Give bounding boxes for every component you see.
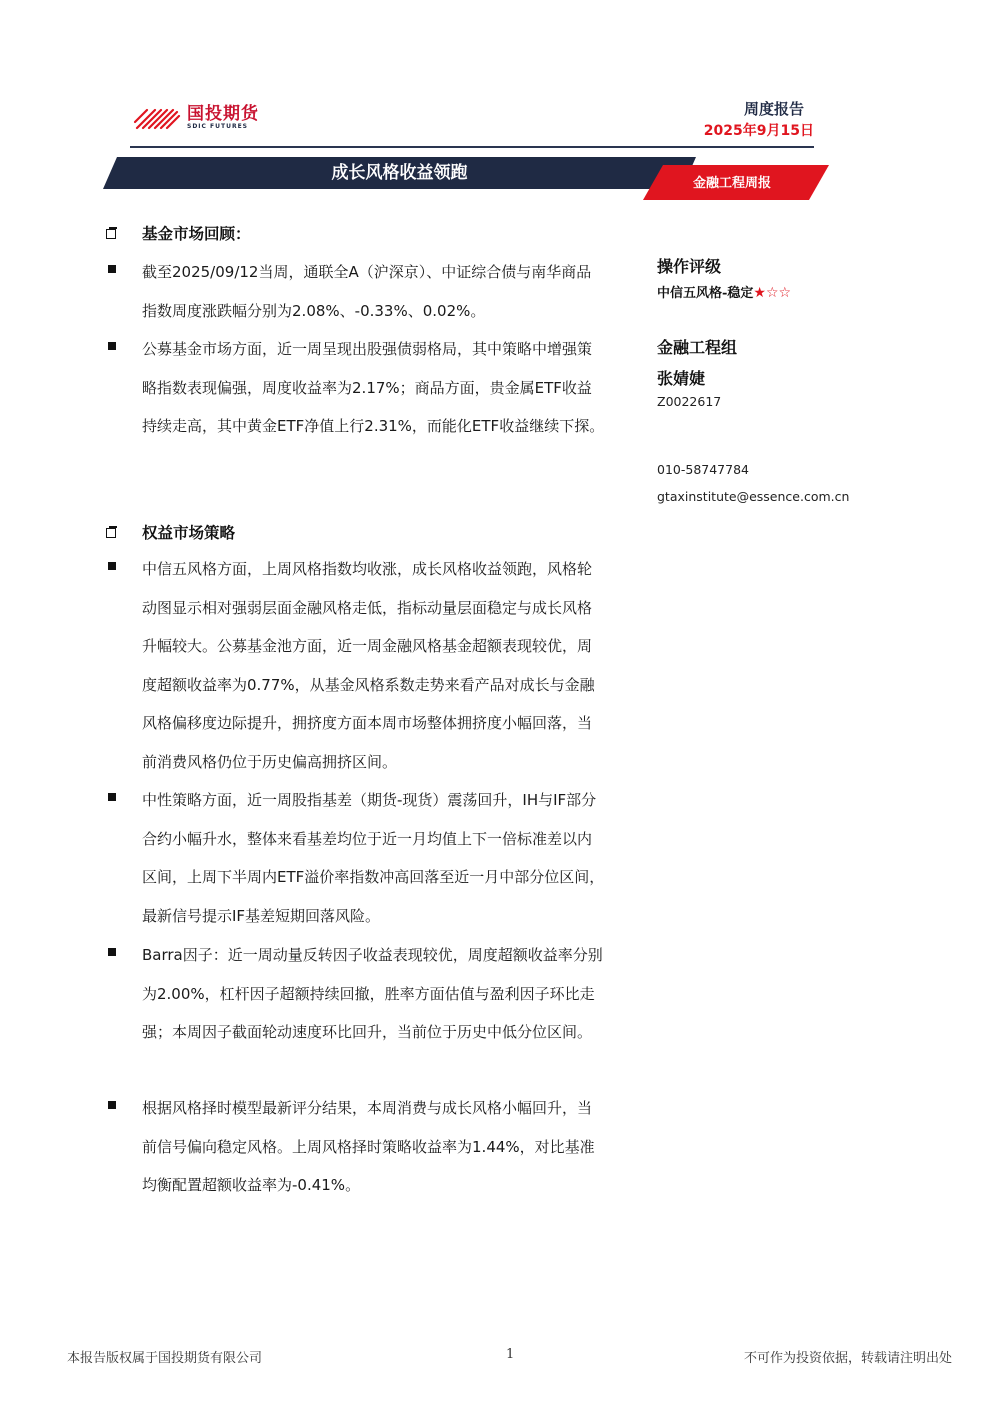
section-heading-label: 权益市场策略 [142,524,236,542]
logo-english-name: SDIC FUTURES [187,123,249,130]
header-divider [130,146,814,148]
report-date: 2025年9月15日 [703,123,814,139]
page-number: 1 [506,1347,515,1362]
analyst-license: Z0022617 [657,394,722,409]
list-item [106,330,606,446]
list-item [106,936,606,1052]
bullet-text: 公募基金市场方面，近一周呈现出股强债弱格局，其中策略中增强策略指数表现偏强，周度收益率为2.17%；商品方面，贵金属ETF收益持续走高，其中黄金ETF净值上行2.31%，而能化ETF收益继续下探。 [142,340,605,435]
contact-email[interactable]: gtaxinstitute@essence.com.cn [657,489,850,504]
bullet-square-icon [108,562,116,570]
list-item [106,550,606,781]
company-logo [133,104,259,132]
bullet-square-icon [108,342,116,350]
logo-mark-icon [133,104,183,132]
list-item [106,253,606,330]
report-tag: 金融工程周报 [693,176,772,191]
bullet-square-icon [108,948,116,956]
bullet-square-icon [108,793,116,801]
bullet-text: 中性策略方面，近一周股指基差（期货-现货）震荡回升，IH与IF部分合约小幅升水，整体来看基差均位于近一月均值上下一倍标准差以内区间，上周下半周内ETF溢价率指数冲高回落至近一月中部分位区间，最新信号提示IF基差短期回落风险。 [142,791,605,925]
rating-value: 中信五风格-稳定 [657,286,754,301]
section-heading-fund-market [106,222,251,244]
report-title: 成长风格收益领跑 [331,163,468,183]
section-heading-equity-strategy [106,521,235,543]
bullet-text: 截至2025/09/12当周，通联全A（沪深京）、中证综合债与南华商品指数周度涨跌幅分别为2.08%、-0.33%、0.02%。 [142,263,592,320]
footer-copyright: 本报告版权属于国投期货有限公司 [67,1351,263,1366]
list-item [106,781,606,935]
analyst-name: 张婧婕 [657,369,706,388]
rating-stars-icon: ★☆☆ [753,285,792,301]
logo-chinese-name: 国投期货 [187,104,259,124]
contact-phone: 010-58747784 [657,462,749,477]
rating-row [657,282,791,301]
bullet-text: 根据风格择时模型最新评分结果，本周消费与成长风格小幅回升，当前信号偏向稳定风格。上周风格择时策略收益率为1.44%，对比基准均衡配置超额收益率为-0.41%。 [142,1099,595,1194]
section-square-icon [106,526,118,538]
bullet-text: 中信五风格方面，上周风格指数均收涨，成长风格收益领跑，风格轮动图显示相对强弱层面金融风格走低，指标动量层面稳定与成长风格升幅较大。公募基金池方面，近一周金融风格基金超额表现较优，周度超额收益率为0.77%，从基金风格系数走势来看产品对成长与金融风格偏移度边际提升，拥挤度方面本周市场整体拥挤度小幅回落，当前消费风格仍位于历史偏高拥挤区间。 [142,560,595,771]
bullet-square-icon [108,265,116,273]
bullet-square-icon [108,1101,116,1109]
list-item [106,1089,606,1205]
section-heading-label: 基金市场回顾： [142,225,251,243]
bullet-text: Barra因子：近一周动量反转因子收益表现较优，周度超额收益率分别为2.00%，杠杆因子超额持续回撤，胜率方面估值与盈利因子环比走强；本周因子截面轮动速度环比回升，当前位于历史中低分位区间。 [142,946,603,1041]
section-square-icon [106,227,118,239]
team-name: 金融工程组 [657,338,738,357]
footer-disclaimer: 不可作为投资依据，转载请注明出处 [743,1351,952,1366]
rating-title: 操作评级 [657,257,722,276]
report-type: 周度报告 [743,100,804,118]
